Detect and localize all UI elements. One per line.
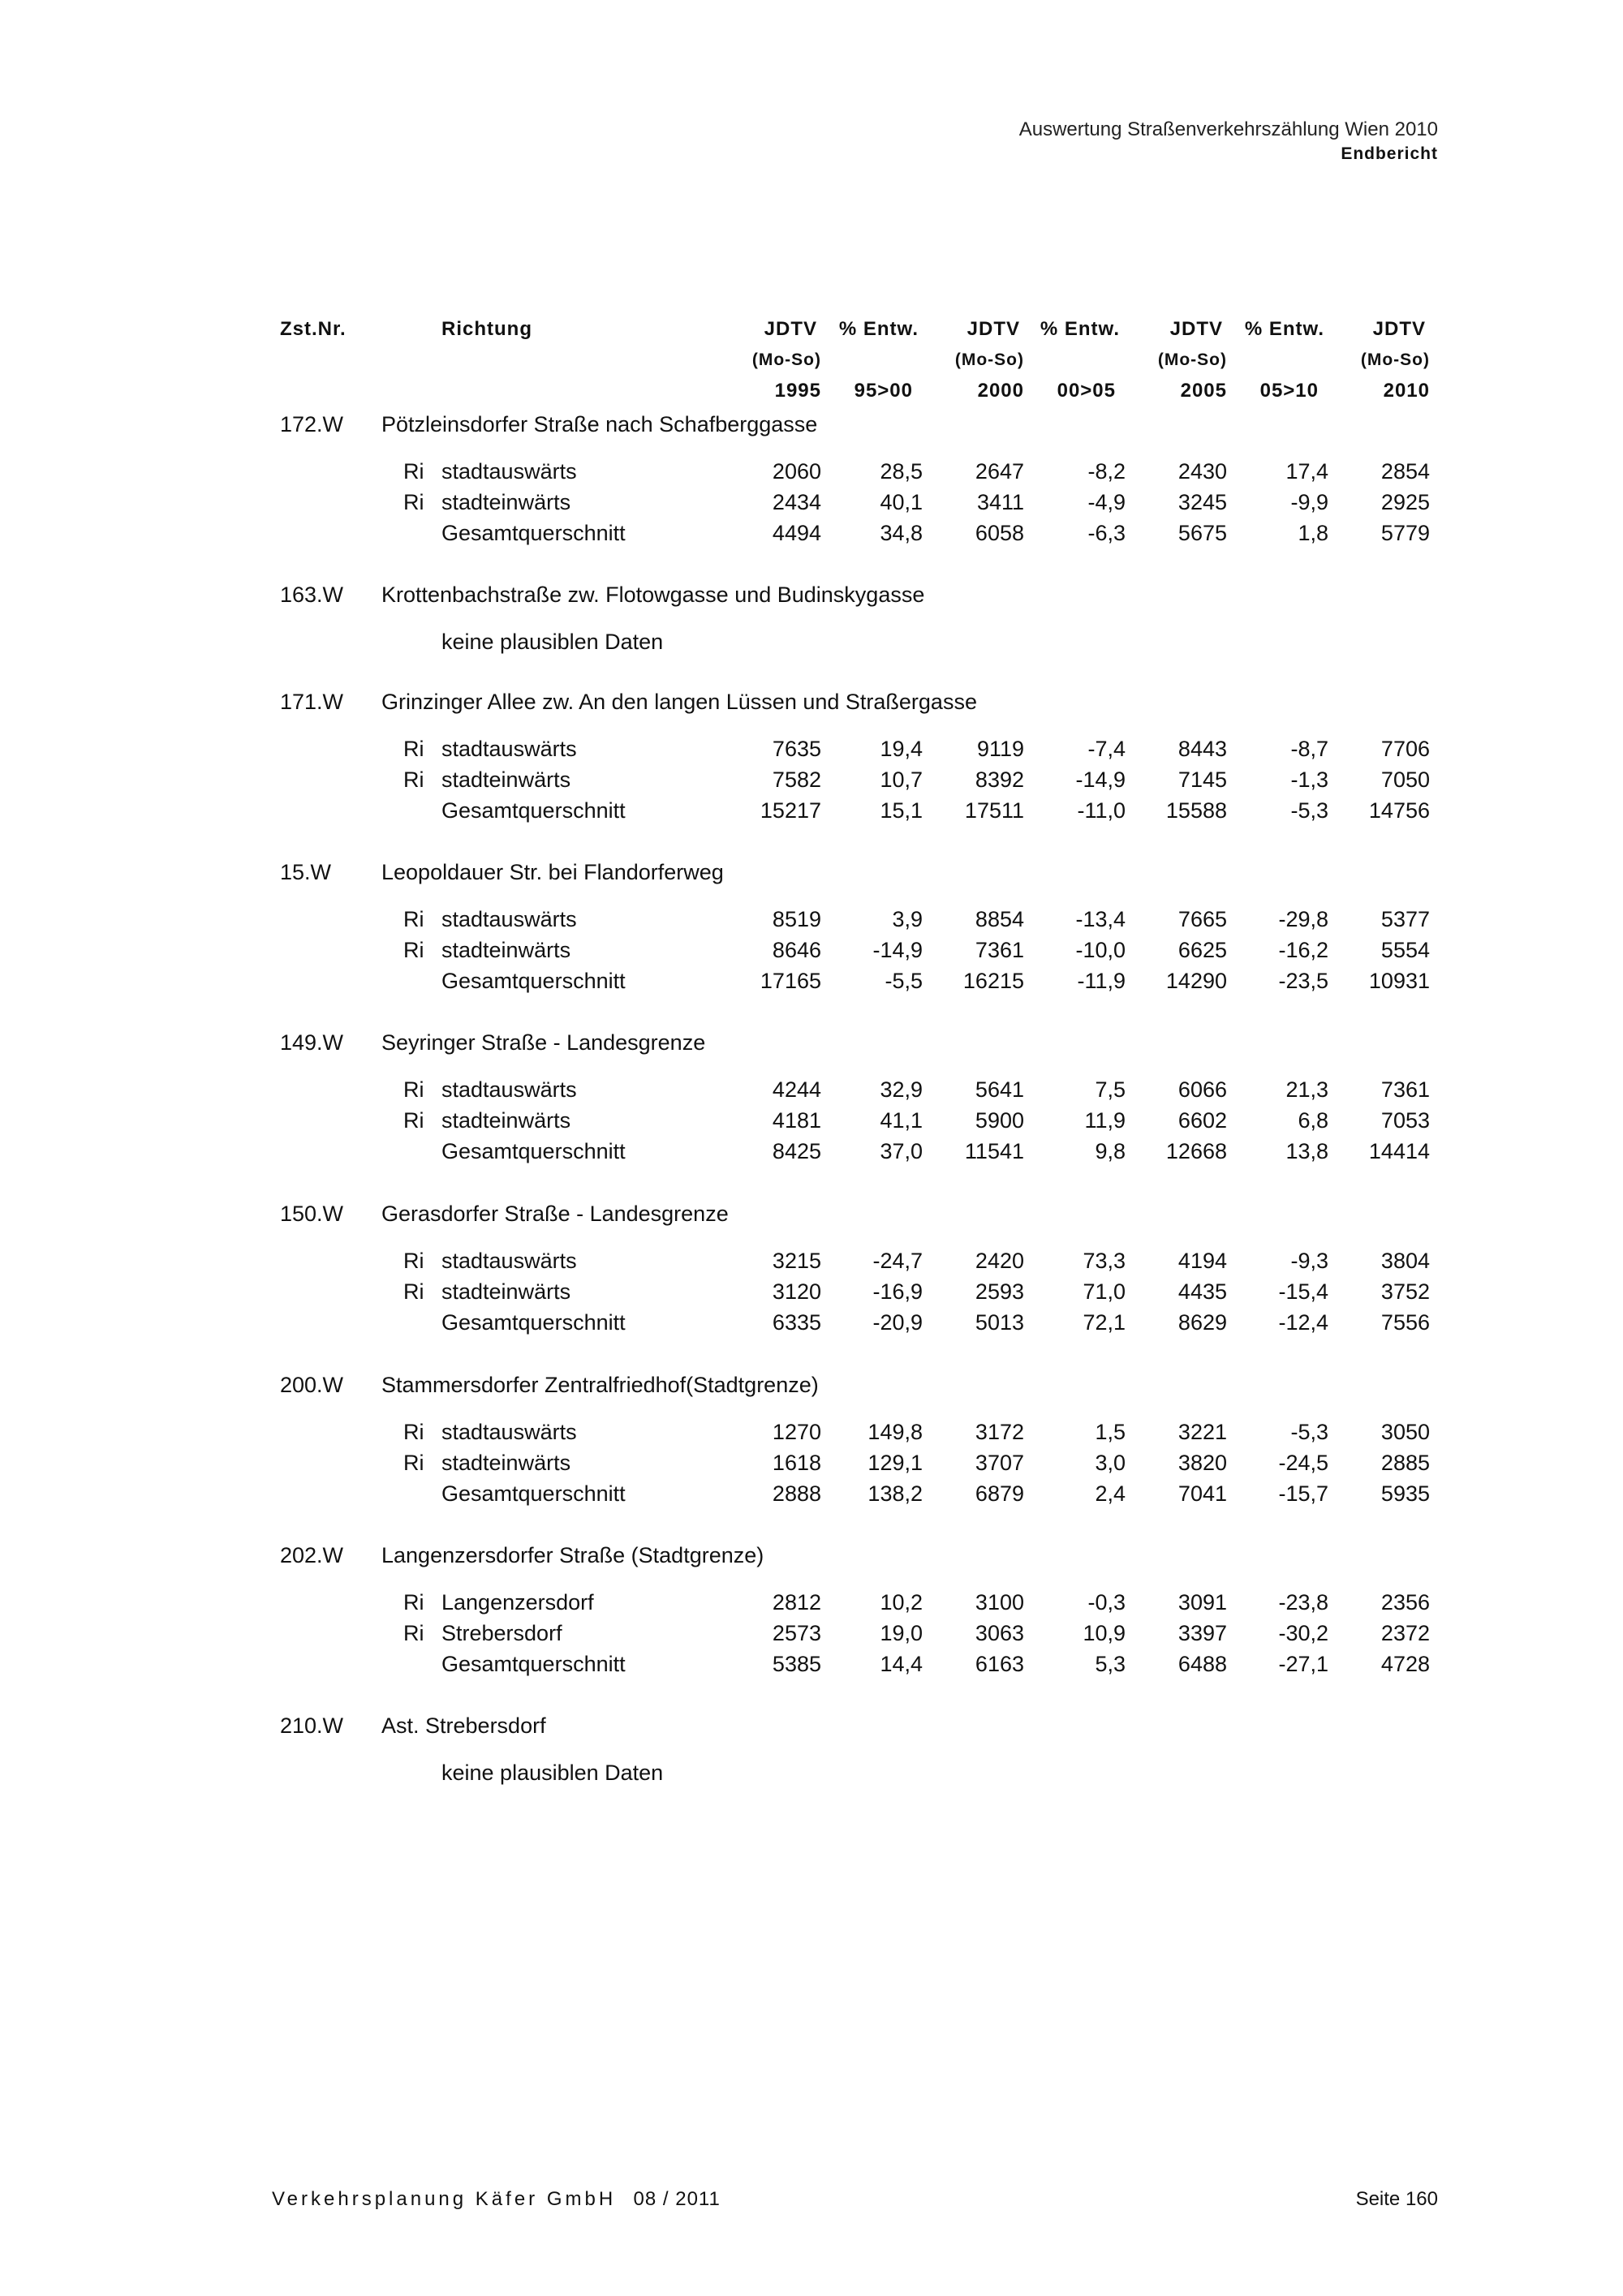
table-cell: 8854	[975, 907, 1024, 931]
station-number: 172.W	[280, 412, 344, 436]
table-cell: 1270	[772, 1420, 821, 1444]
table-cell: 2356	[1380, 1590, 1430, 1615]
header-title: Auswertung Straßenverkehrszählung Wien 2010	[1018, 118, 1438, 140]
table-cell: 3820	[1177, 1451, 1227, 1475]
col-mo-so-1995: (Mo-So)	[751, 350, 821, 369]
table-cell: 7582	[772, 767, 821, 792]
table-cell: 6066	[1177, 1077, 1227, 1102]
station-title: Pötzleinsdorfer Straße nach Schafberggasse	[381, 412, 818, 436]
station-title: Gerasdorfer Straße - Landesgrenze	[381, 1202, 729, 1226]
table-cell: 7053	[1380, 1108, 1430, 1133]
col-year-2010: 2010	[1383, 380, 1430, 402]
row-label: stadtauswärts	[441, 1420, 577, 1444]
table-cell: 2593	[975, 1279, 1024, 1304]
col-period-9500: 95>00	[854, 380, 913, 402]
table-cell: 4194	[1177, 1249, 1227, 1273]
table-cell: 6625	[1177, 938, 1227, 962]
table-cell: 40,1	[880, 490, 923, 514]
col-jdtv-2000: JDTV	[966, 318, 1020, 340]
table-cell: 8629	[1177, 1310, 1227, 1335]
station-number: 15.W	[280, 860, 332, 884]
table-cell: 32,9	[880, 1077, 923, 1102]
station-number: 150.W	[280, 1202, 344, 1226]
table-cell: 5013	[975, 1310, 1024, 1335]
table-cell: -9,9	[1290, 490, 1328, 514]
table-cell: 5,3	[1095, 1652, 1126, 1676]
table-cell: 2812	[772, 1590, 821, 1615]
col-period-0510: 05>10	[1259, 380, 1319, 402]
table-cell: 4181	[772, 1108, 821, 1133]
table-cell: 3221	[1177, 1420, 1227, 1444]
table-cell: -8,2	[1087, 459, 1126, 484]
table-cell: 4494	[772, 521, 821, 545]
table-cell: 21,3	[1285, 1077, 1328, 1102]
col-year-2000: 2000	[977, 380, 1024, 402]
table-cell: 7361	[1380, 1077, 1430, 1102]
table-cell: 3050	[1380, 1420, 1430, 1444]
table-cell: 37,0	[880, 1139, 923, 1163]
row-prefix: Ri	[403, 1420, 424, 1444]
row-prefix: Ri	[403, 767, 424, 792]
table-cell: -4,9	[1087, 490, 1126, 514]
table-cell: 2372	[1380, 1621, 1430, 1645]
row-label: stadteinwärts	[441, 1451, 571, 1475]
table-cell: 9,8	[1095, 1139, 1126, 1163]
table-cell: 12668	[1165, 1139, 1227, 1163]
table-cell: -16,2	[1278, 938, 1328, 962]
col-jdtv-1995: JDTV	[764, 318, 817, 340]
row-label: Gesamtquerschnitt	[441, 1139, 626, 1163]
row-label: stadtauswärts	[441, 1077, 577, 1102]
table-cell: 1,8	[1298, 521, 1328, 545]
row-prefix: Ri	[403, 1279, 424, 1304]
table-cell: 5935	[1380, 1481, 1430, 1506]
table-cell: 19,4	[880, 737, 923, 761]
table-cell: 7,5	[1095, 1077, 1126, 1102]
table-cell: 8425	[772, 1139, 821, 1163]
table-cell: 2430	[1177, 459, 1227, 484]
table-cell: 6335	[772, 1310, 821, 1335]
table-cell: 34,8	[880, 521, 923, 545]
station-number: 149.W	[280, 1030, 344, 1055]
table-cell: 2573	[772, 1621, 821, 1645]
station-title: Grinzinger Allee zw. An den langen Lüssen und Straßergasse	[381, 690, 977, 714]
col-jdtv-2010: JDTV	[1372, 318, 1426, 340]
table-cell: -30,2	[1278, 1621, 1328, 1645]
col-year-1995: 1995	[774, 380, 821, 402]
table-cell: -1,3	[1290, 767, 1328, 792]
table-cell: 8519	[772, 907, 821, 931]
table-cell: 2854	[1380, 459, 1430, 484]
table-cell: 10931	[1368, 969, 1430, 993]
table-cell: -11,0	[1077, 798, 1126, 823]
table-cell: 5779	[1380, 521, 1430, 545]
footer-company-name: Verkehrsplanung Käfer GmbH	[272, 2188, 617, 2210]
station-title: Langenzersdorfer Straße (Stadtgrenze)	[381, 1543, 764, 1567]
table-cell: -16,9	[872, 1279, 923, 1304]
table-cell: 17165	[760, 969, 821, 993]
table-cell: 6,8	[1298, 1108, 1328, 1133]
table-cell: 3120	[772, 1279, 821, 1304]
table-cell: 2647	[975, 459, 1024, 484]
table-cell: 19,0	[880, 1621, 923, 1645]
table-cell: -12,4	[1278, 1310, 1328, 1335]
table-cell: -7,4	[1087, 737, 1126, 761]
col-zst: Zst.Nr.	[280, 318, 347, 340]
table-cell: 3707	[975, 1451, 1024, 1475]
col-mo-so-2000: (Mo-So)	[954, 350, 1024, 369]
table-cell: -15,7	[1278, 1481, 1328, 1506]
table-cell: -5,3	[1290, 798, 1328, 823]
table-cell: -11,9	[1077, 969, 1126, 993]
row-label: Gesamtquerschnitt	[441, 521, 626, 545]
footer-page: Seite 160	[1355, 2188, 1438, 2210]
row-prefix: Ri	[403, 1590, 424, 1615]
table-cell: 2420	[975, 1249, 1024, 1273]
table-cell: -24,7	[872, 1249, 923, 1273]
row-label: stadtauswärts	[441, 1249, 577, 1273]
table-cell: 6058	[975, 521, 1024, 545]
col-entw-9500: % Entw.	[838, 318, 919, 340]
col-mo-so-2010: (Mo-So)	[1360, 350, 1430, 369]
table-cell: -5,3	[1290, 1420, 1328, 1444]
table-cell: 7706	[1380, 737, 1430, 761]
col-year-2005: 2005	[1180, 380, 1227, 402]
table-cell: 71,0	[1083, 1279, 1126, 1304]
row-label: Gesamtquerschnitt	[441, 1481, 626, 1506]
row-prefix: Ri	[403, 938, 424, 962]
station-number: 163.W	[280, 583, 344, 607]
table-cell: 10,7	[880, 767, 923, 792]
table-cell: 14756	[1368, 798, 1430, 823]
table-cell: 7556	[1380, 1310, 1430, 1335]
table-cell: -0,3	[1087, 1590, 1126, 1615]
row-label: Gesamtquerschnitt	[441, 1652, 626, 1676]
table-cell: 6488	[1177, 1652, 1227, 1676]
no-data-note: keine plausiblen Daten	[441, 630, 664, 654]
table-cell: 6879	[975, 1481, 1024, 1506]
table-cell: 5641	[975, 1077, 1024, 1102]
table-cell: 5554	[1380, 938, 1430, 962]
row-prefix: Ri	[403, 490, 424, 514]
table-cell: 7145	[1177, 767, 1227, 792]
table-cell: 41,1	[880, 1108, 923, 1133]
table-cell: 3091	[1177, 1590, 1227, 1615]
table-cell: 6163	[975, 1652, 1024, 1676]
table-cell: 7050	[1380, 767, 1430, 792]
table-cell: 7665	[1177, 907, 1227, 931]
station-title: Ast. Strebersdorf	[381, 1713, 546, 1738]
table-cell: -10,0	[1075, 938, 1126, 962]
row-label: Gesamtquerschnitt	[441, 798, 626, 823]
table-cell: 2060	[772, 459, 821, 484]
table-cell: 5900	[975, 1108, 1024, 1133]
table-cell: -15,4	[1278, 1279, 1328, 1304]
row-prefix: Ri	[403, 1451, 424, 1475]
table-cell: 5385	[772, 1652, 821, 1676]
table-cell: 14290	[1165, 969, 1227, 993]
row-prefix: Ri	[403, 1249, 424, 1273]
table-cell: 17511	[964, 798, 1024, 823]
row-label: Langenzersdorf	[441, 1590, 594, 1615]
col-entw-0005: % Entw.	[1040, 318, 1120, 340]
row-label: Gesamtquerschnitt	[441, 1310, 626, 1335]
table-cell: 10,2	[880, 1590, 923, 1615]
table-cell: 10,9	[1083, 1621, 1126, 1645]
table-cell: 14414	[1368, 1139, 1430, 1163]
row-label: stadteinwärts	[441, 938, 571, 962]
header-subtitle: Endbericht	[1341, 144, 1438, 163]
table-cell: -14,9	[1075, 767, 1126, 792]
table-cell: -13,4	[1075, 907, 1126, 931]
table-cell: 4244	[772, 1077, 821, 1102]
table-cell: 11541	[964, 1139, 1024, 1163]
table-cell: 28,5	[880, 459, 923, 484]
table-cell: 3411	[976, 490, 1024, 514]
table-cell: 4435	[1177, 1279, 1227, 1304]
table-cell: 7041	[1177, 1481, 1227, 1506]
table-cell: 16215	[962, 969, 1024, 993]
table-cell: -23,5	[1278, 969, 1328, 993]
table-cell: -6,3	[1087, 521, 1126, 545]
table-cell: 149,8	[867, 1420, 923, 1444]
table-cell: -8,7	[1290, 737, 1328, 761]
table-cell: -5,5	[885, 969, 923, 993]
table-cell: 129,1	[867, 1451, 923, 1475]
table-cell: 4728	[1380, 1652, 1430, 1676]
station-number: 171.W	[280, 690, 344, 714]
station-title: Krottenbachstraße zw. Flotowgasse und Budinskygasse	[381, 583, 925, 607]
table-cell: 15,1	[880, 798, 923, 823]
table-cell: 9119	[976, 737, 1024, 761]
station-number: 202.W	[280, 1543, 344, 1567]
table-cell: 7361	[975, 938, 1024, 962]
row-prefix: Ri	[403, 907, 424, 931]
table-cell: -14,9	[872, 938, 923, 962]
table-cell: 3752	[1380, 1279, 1430, 1304]
table-cell: 11,9	[1084, 1108, 1126, 1133]
table-cell: 2888	[772, 1481, 821, 1506]
table-cell: -24,5	[1278, 1451, 1328, 1475]
footer-date: 08 / 2011	[633, 2188, 721, 2210]
col-entw-0510: % Entw.	[1244, 318, 1324, 340]
table-cell: -20,9	[872, 1310, 923, 1335]
table-cell: 73,3	[1083, 1249, 1126, 1273]
col-mo-so-2005: (Mo-So)	[1157, 350, 1227, 369]
row-label: Gesamtquerschnitt	[441, 969, 626, 993]
row-prefix: Ri	[403, 1077, 424, 1102]
table-cell: 3,9	[892, 907, 923, 931]
row-label: stadteinwärts	[441, 1108, 571, 1133]
row-label: stadteinwärts	[441, 490, 571, 514]
table-cell: 3215	[772, 1249, 821, 1273]
table-cell: 3804	[1380, 1249, 1430, 1273]
row-prefix: Ri	[403, 1108, 424, 1133]
table-cell: -9,3	[1290, 1249, 1328, 1273]
table-cell: 8646	[772, 938, 821, 962]
col-period-0005: 00>05	[1057, 380, 1116, 402]
table-cell: 3172	[975, 1420, 1024, 1444]
table-cell: 2885	[1380, 1451, 1430, 1475]
row-label: stadteinwärts	[441, 1279, 571, 1304]
no-data-note: keine plausiblen Daten	[441, 1761, 664, 1785]
row-label: stadtauswärts	[441, 907, 577, 931]
table-cell: 2925	[1380, 490, 1430, 514]
table-cell: 138,2	[867, 1481, 923, 1506]
table-cell: 1,5	[1095, 1420, 1126, 1444]
table-cell: 17,4	[1285, 459, 1328, 484]
table-cell: 13,8	[1285, 1139, 1328, 1163]
row-prefix: Ri	[403, 737, 424, 761]
table-cell: 15588	[1165, 798, 1227, 823]
table-cell: 72,1	[1083, 1310, 1126, 1335]
table-cell: -23,8	[1278, 1590, 1328, 1615]
station-title: Stammersdorfer Zentralfriedhof(Stadtgrenze)	[381, 1373, 819, 1397]
row-prefix: Ri	[403, 459, 424, 484]
row-label: stadtauswärts	[441, 737, 577, 761]
footer-company	[272, 2188, 721, 2211]
table-cell: 3245	[1177, 490, 1227, 514]
row-label: Strebersdorf	[441, 1621, 562, 1645]
table-cell: 6602	[1177, 1108, 1227, 1133]
table-cell: 7635	[772, 737, 821, 761]
table-cell: 5377	[1380, 907, 1430, 931]
table-cell: 5675	[1177, 521, 1227, 545]
table-cell: 1618	[772, 1451, 821, 1475]
table-cell: 15217	[760, 798, 821, 823]
station-number: 210.W	[280, 1713, 344, 1738]
row-label: stadteinwärts	[441, 767, 571, 792]
table-cell: 2,4	[1095, 1481, 1126, 1506]
table-cell: 14,4	[880, 1652, 923, 1676]
table-cell: -27,1	[1278, 1652, 1328, 1676]
station-number: 200.W	[280, 1373, 344, 1397]
table-cell: 3,0	[1095, 1451, 1126, 1475]
table-cell: 3397	[1177, 1621, 1227, 1645]
table-cell: 3100	[975, 1590, 1024, 1615]
station-title: Leopoldauer Str. bei Flandorferweg	[381, 860, 724, 884]
row-label: stadtauswärts	[441, 459, 577, 484]
table-cell: -29,8	[1278, 907, 1328, 931]
station-title: Seyringer Straße - Landesgrenze	[381, 1030, 706, 1055]
row-prefix: Ri	[403, 1621, 424, 1645]
col-richtung: Richtung	[441, 318, 532, 340]
table-cell: 8443	[1177, 737, 1227, 761]
table-cell: 3063	[975, 1621, 1024, 1645]
table-cell: 2434	[772, 490, 821, 514]
col-jdtv-2005: JDTV	[1169, 318, 1223, 340]
table-cell: 8392	[975, 767, 1024, 792]
